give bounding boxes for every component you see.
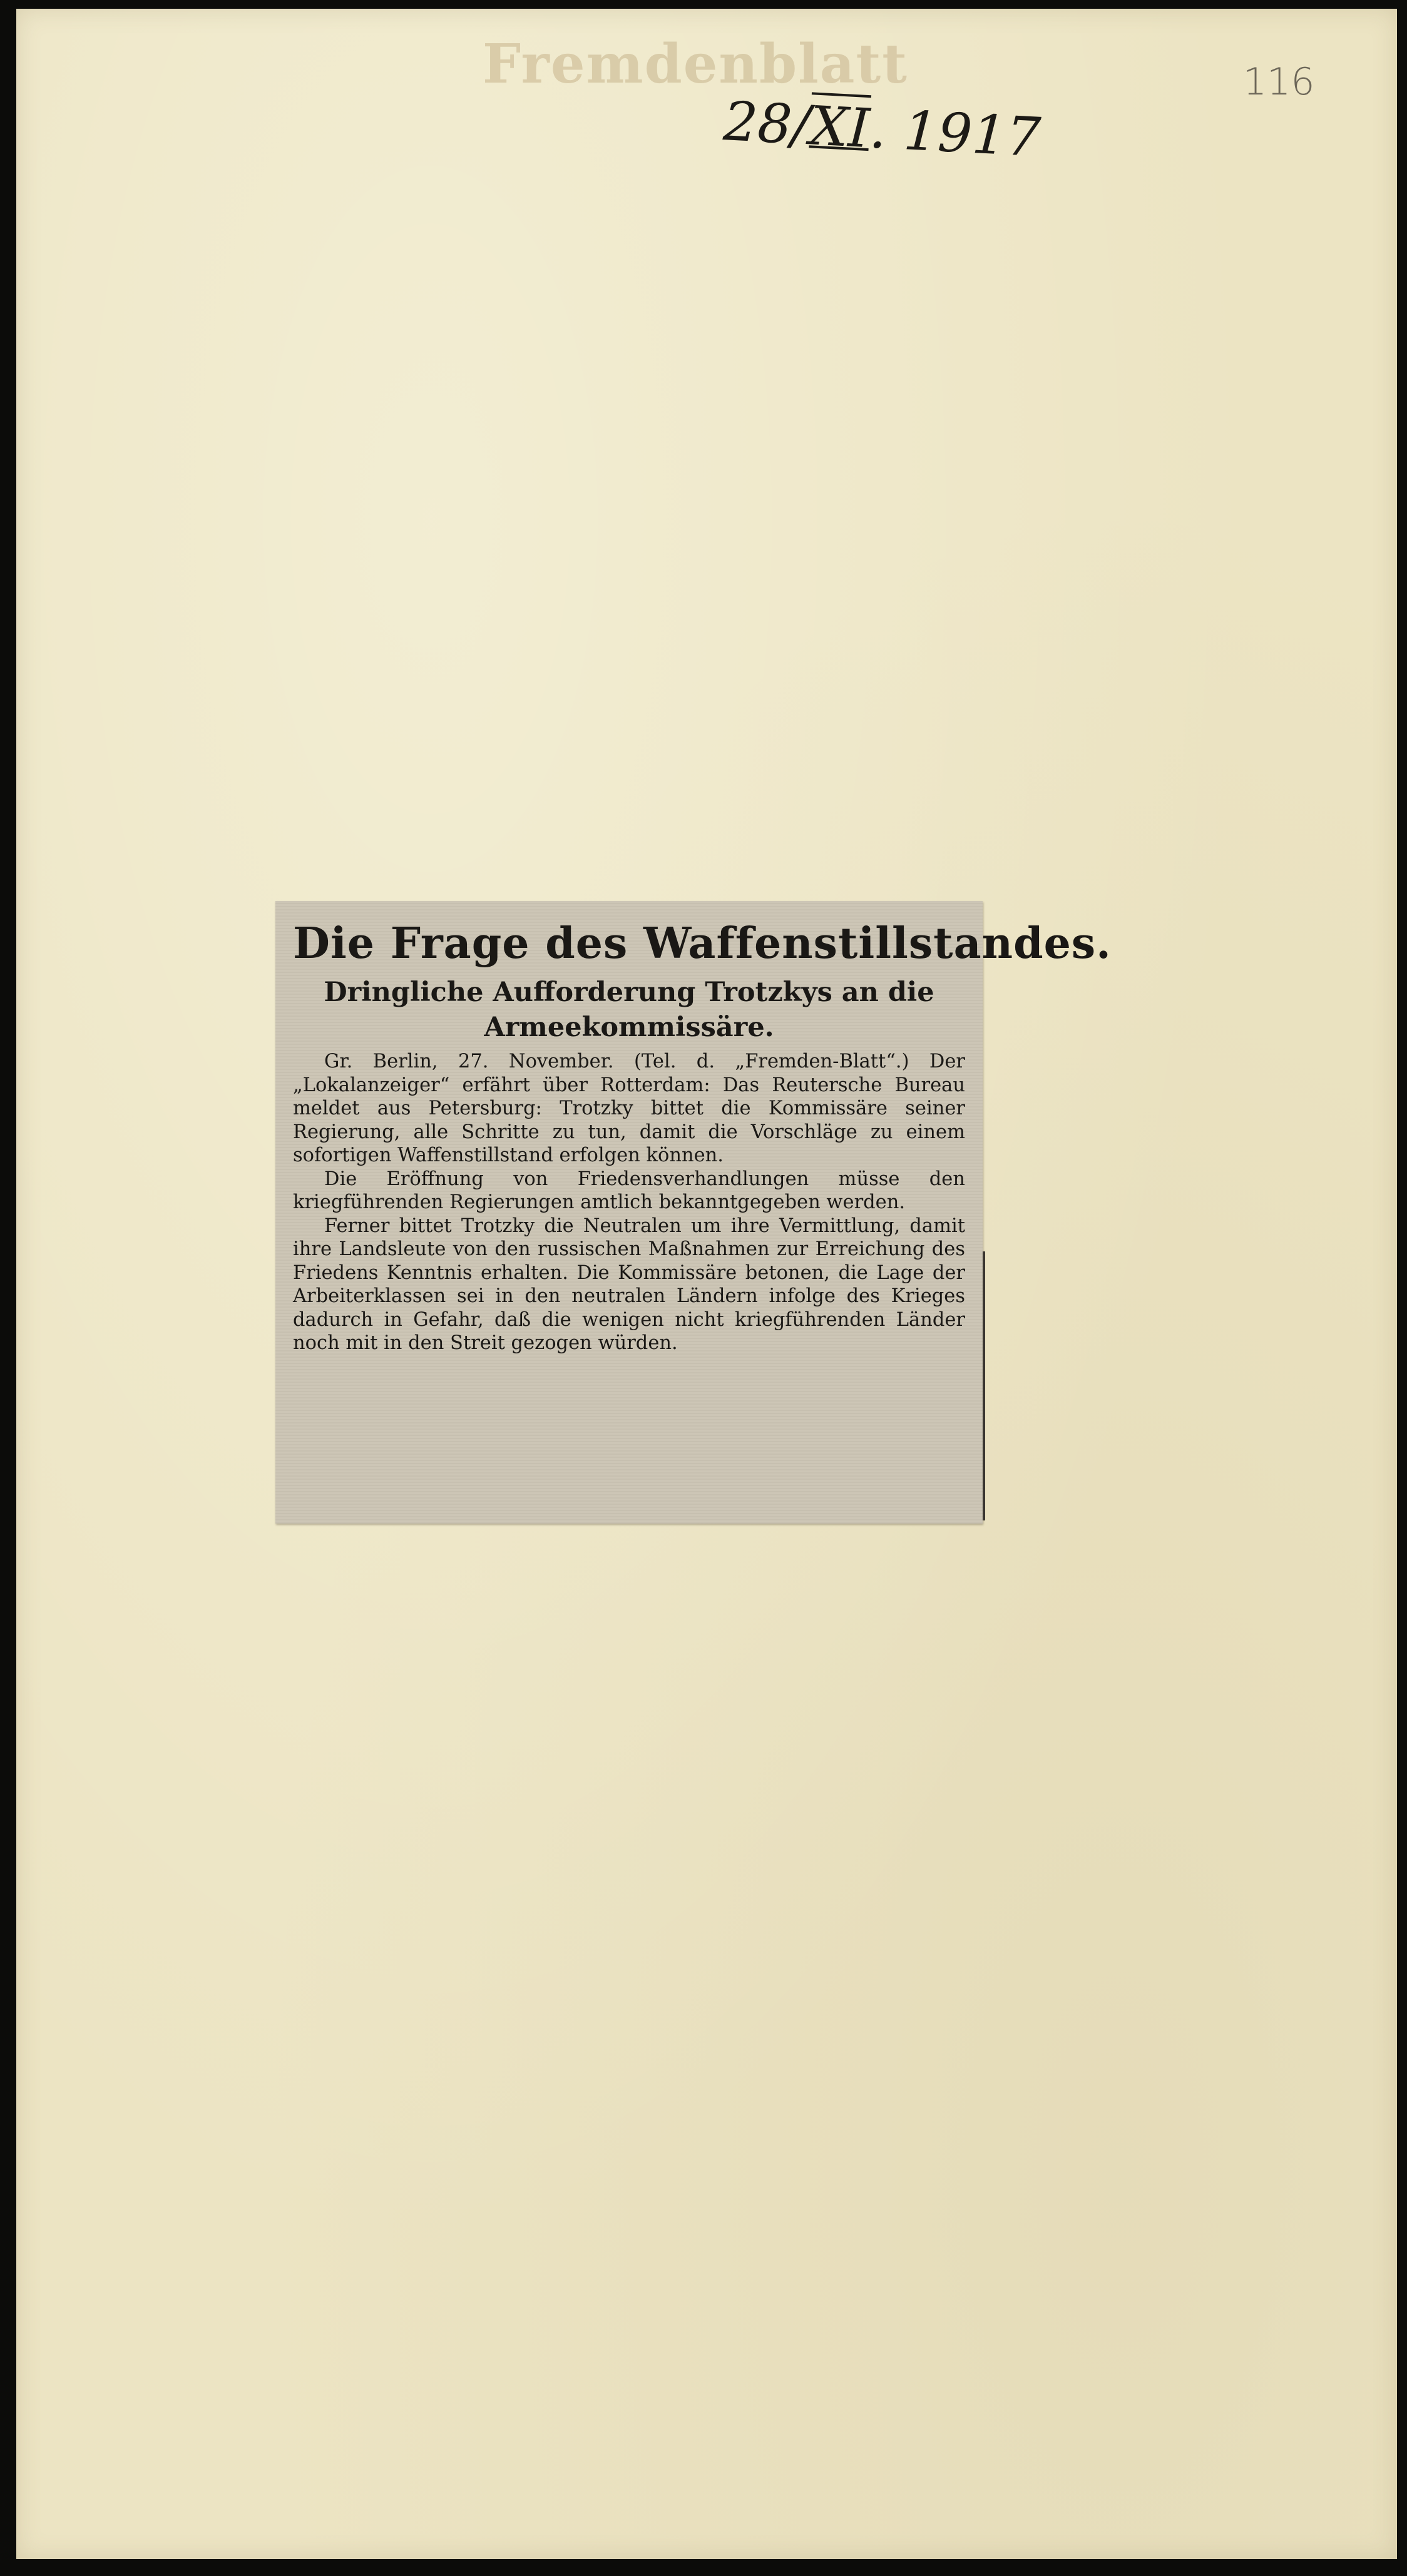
date-day-month: 28/ (722, 90, 812, 158)
clipping-subheadline: Dringliche Aufforderung Trotzkys an die Armeekommissäre. (324, 977, 934, 1043)
handwritten-date (722, 90, 1042, 169)
clipping-paragraph: Die Eröffnung von Friedensverhandlungen müsse den kriegführenden Regierungen amtlich bekanntgegeben werden. (293, 1168, 965, 1213)
clipping-paragraph: Gr. Berlin, 27. November. (Tel. d. „Fremden-Blatt“.) Der „Lokalanzeiger“ erfährt über Rotterdam: Das Reutersche Bureau meldet aus Petersburg: Trotzky bittet die Kommissäre seiner Regierung, alle Schritte zu tun, damit die Vorschläge zu einem sofortigen Waffenstillstand erfolgen können. (293, 1051, 965, 1166)
clipping-body (293, 1050, 965, 1355)
date-month-roman: XI (808, 94, 871, 161)
page-number: 116 (1243, 60, 1315, 104)
clipping-edge-shadow (983, 1251, 985, 1520)
clipping-paragraph: Ferner bittet Trotzky die Neutralen um ihre Vermittlung, damit ihre Landsleute von den russischen Maßnahmen zur Erreichung des Friedens Kenntnis erhalten. Die Kommissäre betonen, die Lage der Arbeiterklassen sei in den neutralen Ländern infolge des Krieges dadurch in Gefahr, daß die wenigen nicht kriegführenden Länder noch mit in den Streit gezogen würden. (293, 1214, 965, 1354)
source-stamp: Fremdenblatt (483, 33, 908, 96)
newspaper-clipping (275, 901, 1112, 1524)
clipping-headline: Die Frage des Waffenstillstandes. (293, 919, 1112, 969)
date-year: . 1917 (867, 98, 1043, 170)
